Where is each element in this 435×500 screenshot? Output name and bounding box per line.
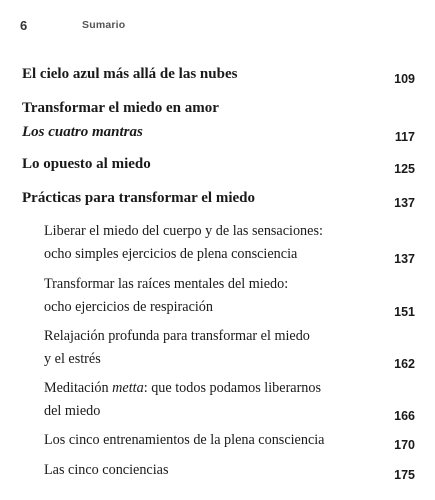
toc-subentry[interactable] (44, 325, 415, 371)
toc-entry[interactable] (22, 152, 415, 176)
toc-text-prefix: Meditación (44, 380, 113, 396)
toc-text-italic: metta (112, 380, 144, 396)
toc-entry-title: Prácticas para transformar el miedo (22, 190, 255, 206)
toc-subentry-line: y el estrés (44, 351, 101, 367)
toc-subentry-line: Transformar las raíces mentales del miedo: (44, 276, 289, 292)
toc-page-number: 137 (394, 252, 415, 266)
toc-entry[interactable] (22, 96, 415, 144)
toc-subentry-line: Liberar el miedo del cuerpo y de las sensaciones: (44, 223, 323, 239)
toc-subentry[interactable] (44, 429, 415, 452)
toc-page-number: 151 (394, 305, 415, 319)
toc-subentry[interactable] (44, 273, 415, 319)
toc-page-number: 109 (394, 72, 415, 86)
toc-text-suffix: : que todos podamos liberarnos (143, 380, 322, 396)
toc-subentry-line (44, 377, 415, 400)
running-head: Sumario (82, 19, 126, 31)
toc-subentry-line: Relajación profunda para transformar el miedo (44, 328, 310, 344)
toc-subentry-line: Las cinco conciencias (44, 462, 169, 478)
toc-entry[interactable] (22, 186, 415, 210)
toc-page-number: 170 (394, 438, 415, 452)
toc-page-number: 175 (394, 468, 415, 482)
toc-page-number: 125 (394, 162, 415, 176)
toc-subentry[interactable] (44, 377, 415, 423)
toc-entry[interactable] (22, 62, 415, 86)
toc-subentry-line: del miedo (44, 403, 101, 419)
page-number: 6 (20, 18, 28, 33)
toc-entry-subtitle: Los cuatro mantras (22, 124, 143, 140)
toc-entry-title: Lo opuesto al miedo (22, 156, 151, 172)
toc-subentry-line: ocho ejercicios de respiración (44, 299, 213, 315)
toc-subentry-line: ocho simples ejercicios de plena consciencia (44, 246, 298, 262)
toc-subentry-line: Los cinco entrenamientos de la plena consciencia (44, 432, 325, 448)
toc-page-number: 166 (394, 409, 415, 423)
toc-page-number: 117 (394, 130, 415, 144)
toc-entry-title: El cielo azul más allá de las nubes (22, 66, 238, 82)
toc-page-number: 137 (394, 196, 415, 210)
toc-subentry[interactable] (44, 220, 415, 266)
toc-page-number: 162 (394, 357, 415, 371)
toc-entry-title: Transformar el miedo en amor (22, 100, 219, 116)
toc-subentry[interactable] (44, 459, 415, 482)
page-header (20, 18, 415, 36)
